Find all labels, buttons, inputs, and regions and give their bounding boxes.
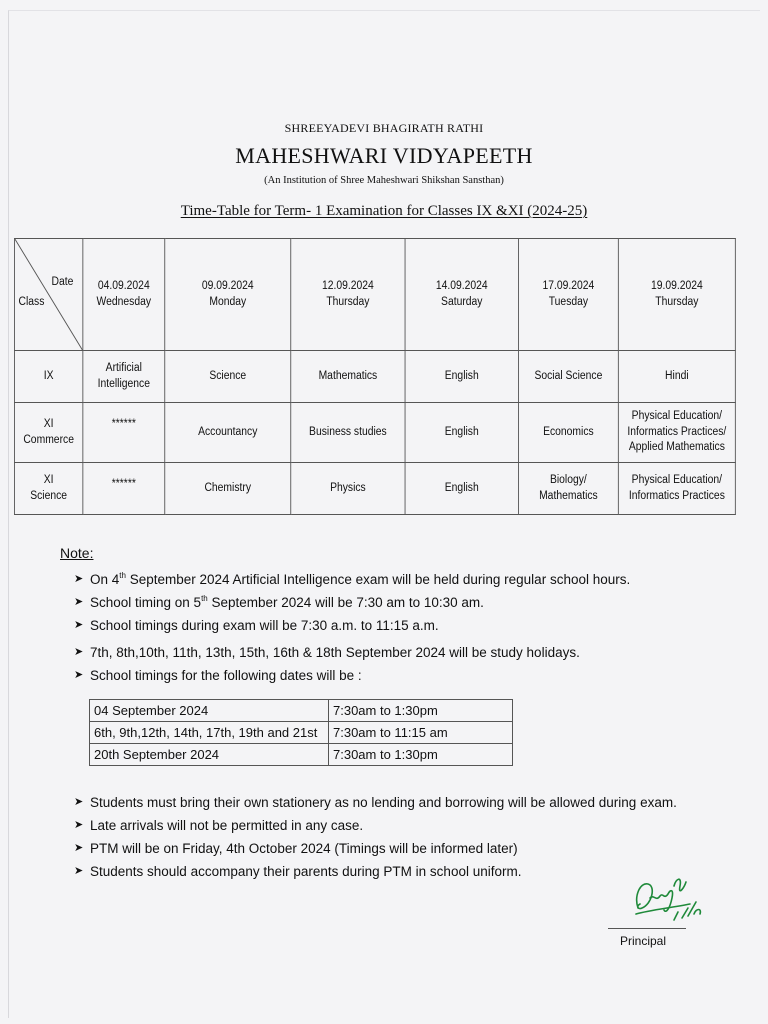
arrow-bullet-icon: ➤ <box>74 646 84 658</box>
table-row <box>90 744 513 766</box>
date-header: 04.09.2024 Wednesday <box>83 239 165 351</box>
subject-cell: Physical Education/ Informatics Practices/ Applied Mathematics <box>618 403 735 463</box>
table-row <box>90 722 513 744</box>
timetable-title: Time-Table for Term- 1 Examination for Classes IX &XI (2024-25) <box>180 203 588 219</box>
arrow-bullet-icon: ➤ <box>74 619 84 631</box>
table-row <box>14 351 735 403</box>
date-header: 14.09.2024 Saturday <box>405 239 518 351</box>
arrow-bullet-icon: ➤ <box>74 669 84 681</box>
institution-line: SHREEYADEVI BHAGIRATH RATHI <box>284 121 484 135</box>
date-header: 19.09.2024 Thursday <box>618 239 735 351</box>
timing-hours-cell: 7:30am to 1:30pm <box>329 700 513 722</box>
note-item: ➤ School timing on 5th September 2024 will be 7:30 am to 10:30 am. <box>74 591 630 614</box>
note-item: ➤ Students should accompany their parents during PTM in school uniform. <box>74 860 677 883</box>
subject-cell: Accountancy <box>165 403 291 463</box>
subject-cell: Biology/ Mathematics <box>518 463 618 515</box>
note-title: Note: <box>60 545 94 561</box>
arrow-bullet-icon: ➤ <box>74 819 84 831</box>
timing-dates-cell: 6th, 9th,12th, 14th, 17th, 19th and 21st <box>90 722 329 744</box>
principal-label: Principal <box>620 934 667 948</box>
class-cell: XI Science <box>14 463 82 515</box>
arrow-bullet-icon: ➤ <box>74 596 84 608</box>
subject-cell: Economics <box>518 403 618 463</box>
table-row <box>14 403 735 463</box>
principal-signature <box>630 868 710 928</box>
date-header: 12.09.2024 Thursday <box>291 239 405 351</box>
note-item: ➤ Students must bring their own stationery as no lending and borrowing will be allowed during exam. <box>74 791 677 814</box>
subject-cell: Physical Education/ Informatics Practices <box>618 463 735 515</box>
corner-class-label: Class <box>18 296 45 308</box>
subject-cell: Physics <box>291 463 405 515</box>
date-header: 17.09.2024 Tuesday <box>518 239 618 351</box>
note-item: ➤ On 4th September 2024 Artificial Intelligence exam will be held during regular school hours. <box>74 568 630 591</box>
subject-cell: Artificial Intelligence <box>83 351 165 403</box>
table-row <box>14 463 735 515</box>
subject-cell: Business studies <box>291 403 405 463</box>
note-item: ➤ School timings for the following dates will be : <box>74 664 630 687</box>
subject-cell: ****** <box>83 403 165 463</box>
exam-timetable <box>14 238 736 515</box>
table-row <box>90 700 513 722</box>
arrow-bullet-icon: ➤ <box>74 865 84 877</box>
arrow-bullet-icon: ➤ <box>74 842 84 854</box>
subject-cell: Social Science <box>518 351 618 403</box>
date-header: 09.09.2024 Monday <box>165 239 291 351</box>
subject-cell: Mathematics <box>291 351 405 403</box>
arrow-bullet-icon: ➤ <box>74 573 84 585</box>
class-cell: IX <box>14 351 82 403</box>
timing-hours-cell: 7:30am to 11:15 am <box>329 722 513 744</box>
subject-cell: Science <box>165 351 291 403</box>
subject-cell: Chemistry <box>165 463 291 515</box>
subject-cell: English <box>405 403 518 463</box>
note-item: ➤ 7th, 8th,10th, 11th, 13th, 15th, 16th & 18th September 2024 will be study holidays. <box>74 641 630 664</box>
corner-header-cell <box>14 239 82 351</box>
notes-list-2 <box>74 791 677 883</box>
class-cell: XI Commerce <box>14 403 82 463</box>
corner-date-label: Date <box>51 276 74 288</box>
institution-subtitle: (An Institution of Shree Maheshwari Shikshan Sansthan) <box>264 175 504 186</box>
subject-cell: English <box>405 463 518 515</box>
signature-line <box>608 928 686 929</box>
note-item: ➤ School timings during exam will be 7:30 a.m. to 11:15 a.m. <box>74 614 630 637</box>
arrow-bullet-icon: ➤ <box>74 796 84 808</box>
note-item: ➤ PTM will be on Friday, 4th October 2024 (Timings will be informed later) <box>74 837 677 860</box>
school-timings-table <box>89 699 513 766</box>
subject-cell: ****** <box>83 463 165 515</box>
school-name: MAHESHWARI VIDYAPEETH <box>235 143 533 168</box>
subject-cell: English <box>405 351 518 403</box>
notes-list <box>74 568 630 687</box>
timing-hours-cell: 7:30am to 1:30pm <box>329 744 513 766</box>
timing-dates-cell: 04 September 2024 <box>90 700 329 722</box>
subject-cell: Hindi <box>618 351 735 403</box>
timing-dates-cell: 20th September 2024 <box>90 744 329 766</box>
note-item: ➤ Late arrivals will not be permitted in any case. <box>74 814 677 837</box>
